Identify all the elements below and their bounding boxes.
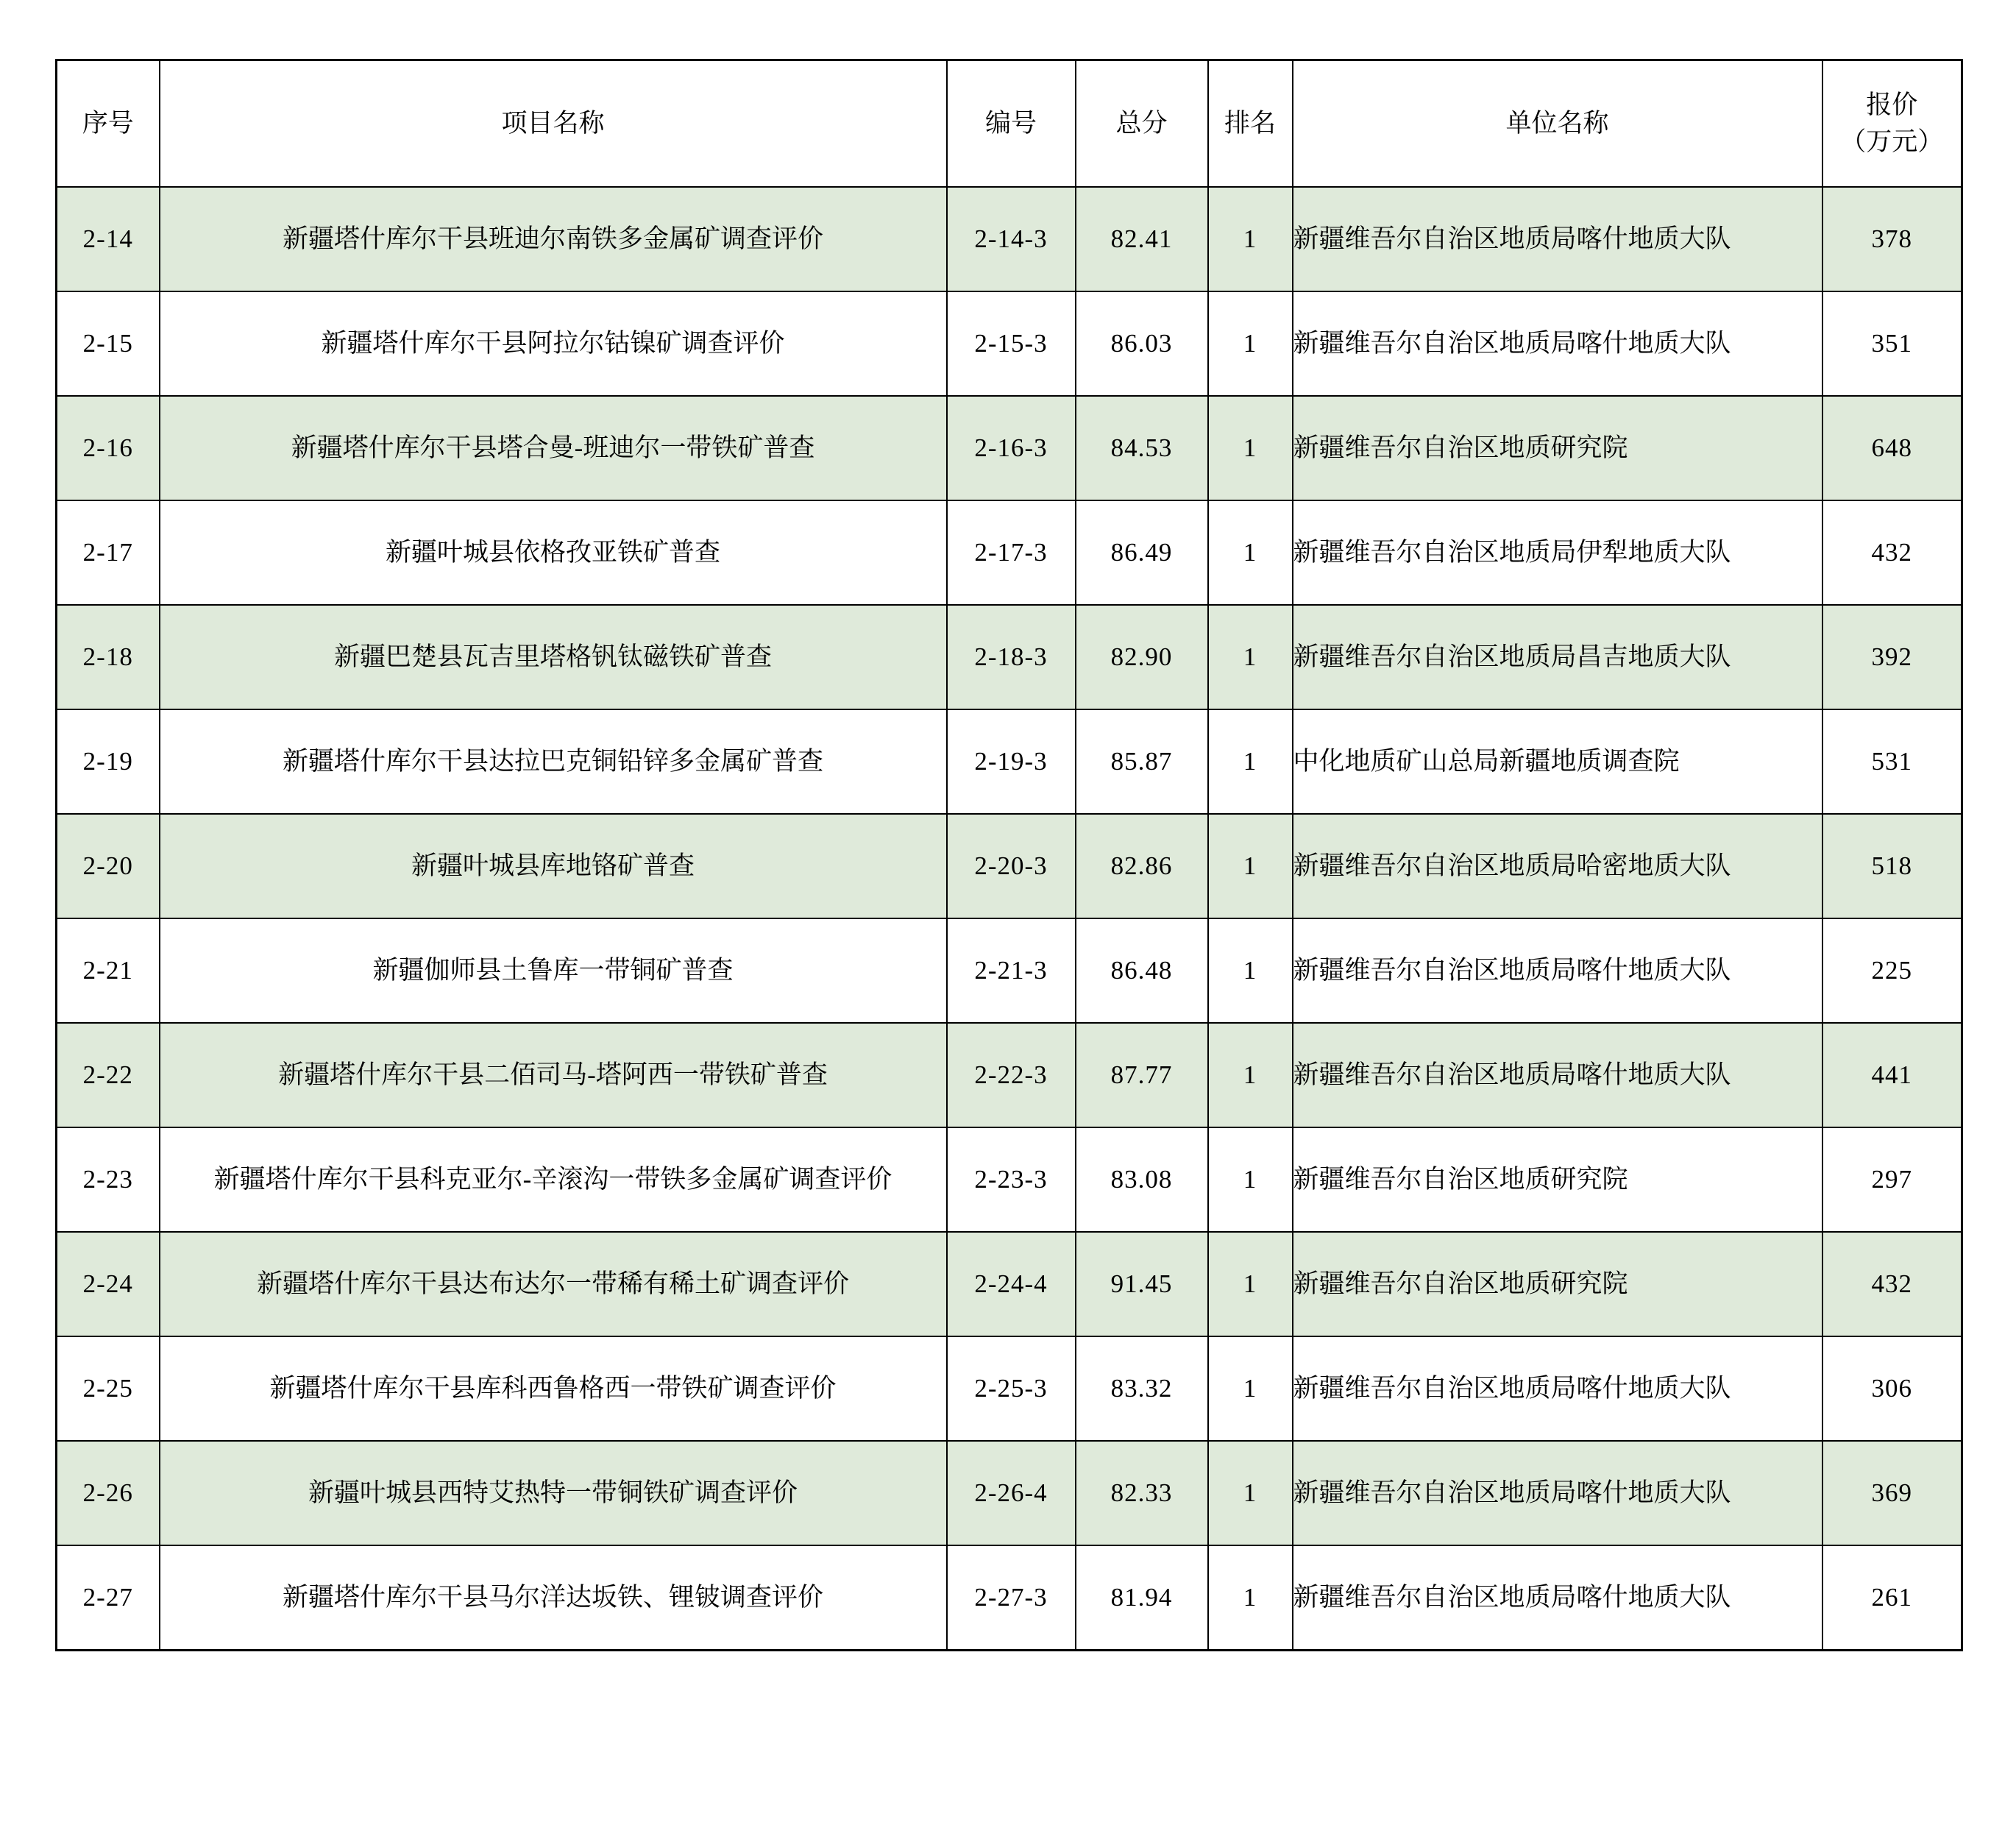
cell-rank: 1 bbox=[1208, 709, 1293, 814]
cell-code: 2-14-3 bbox=[947, 187, 1076, 291]
table-row bbox=[57, 500, 1962, 605]
cell-code: 2-19-3 bbox=[947, 709, 1076, 814]
cell-code: 2-24-4 bbox=[947, 1232, 1076, 1336]
cell-score: 87.77 bbox=[1076, 1023, 1208, 1127]
cell-seq: 2-20 bbox=[57, 814, 160, 918]
cell-unit-name: 新疆维吾尔自治区地质研究院 bbox=[1293, 396, 1822, 500]
cell-score: 82.90 bbox=[1076, 605, 1208, 709]
cell-score: 83.08 bbox=[1076, 1127, 1208, 1232]
table-row bbox=[57, 814, 1962, 918]
cell-code: 2-16-3 bbox=[947, 396, 1076, 500]
cell-price: 432 bbox=[1822, 500, 1962, 605]
cell-score: 82.33 bbox=[1076, 1441, 1208, 1545]
cell-price: 369 bbox=[1822, 1441, 1962, 1545]
table-row bbox=[57, 605, 1962, 709]
column-header-price bbox=[1822, 60, 1962, 188]
cell-seq: 2-22 bbox=[57, 1023, 160, 1127]
cell-project-name: 新疆塔什库尔干县库科西鲁格西一带铁矿调查评价 bbox=[160, 1336, 947, 1441]
cell-unit-name: 新疆维吾尔自治区地质局伊犁地质大队 bbox=[1293, 500, 1822, 605]
table-row bbox=[57, 1336, 1962, 1441]
cell-score: 86.03 bbox=[1076, 291, 1208, 396]
cell-unit-name: 新疆维吾尔自治区地质局喀什地质大队 bbox=[1293, 291, 1822, 396]
cell-seq: 2-14 bbox=[57, 187, 160, 291]
cell-unit-name: 新疆维吾尔自治区地质局喀什地质大队 bbox=[1293, 918, 1822, 1023]
table-row bbox=[57, 396, 1962, 500]
cell-code: 2-20-3 bbox=[947, 814, 1076, 918]
cell-price: 531 bbox=[1822, 709, 1962, 814]
cell-price: 297 bbox=[1822, 1127, 1962, 1232]
cell-code: 2-23-3 bbox=[947, 1127, 1076, 1232]
cell-project-name: 新疆巴楚县瓦吉里塔格钒钛磁铁矿普查 bbox=[160, 605, 947, 709]
cell-score: 85.87 bbox=[1076, 709, 1208, 814]
table-row bbox=[57, 291, 1962, 396]
cell-code: 2-17-3 bbox=[947, 500, 1076, 605]
cell-score: 86.48 bbox=[1076, 918, 1208, 1023]
cell-price: 378 bbox=[1822, 187, 1962, 291]
cell-project-name: 新疆塔什库尔干县阿拉尔钴镍矿调查评价 bbox=[160, 291, 947, 396]
cell-unit-name: 新疆维吾尔自治区地质局昌吉地质大队 bbox=[1293, 605, 1822, 709]
cell-score: 91.45 bbox=[1076, 1232, 1208, 1336]
table-header-row bbox=[57, 60, 1962, 188]
table-row bbox=[57, 1441, 1962, 1545]
cell-seq: 2-21 bbox=[57, 918, 160, 1023]
cell-seq: 2-16 bbox=[57, 396, 160, 500]
cell-unit-name: 中化地质矿山总局新疆地质调查院 bbox=[1293, 709, 1822, 814]
column-header-seq: 序号 bbox=[57, 60, 160, 188]
cell-rank: 1 bbox=[1208, 1127, 1293, 1232]
cell-unit-name: 新疆维吾尔自治区地质局喀什地质大队 bbox=[1293, 187, 1822, 291]
cell-code: 2-26-4 bbox=[947, 1441, 1076, 1545]
table-body bbox=[57, 187, 1962, 1650]
cell-project-name: 新疆塔什库尔干县二佰司马-塔阿西一带铁矿普查 bbox=[160, 1023, 947, 1127]
cell-price: 261 bbox=[1822, 1545, 1962, 1650]
cell-rank: 1 bbox=[1208, 1441, 1293, 1545]
cell-project-name: 新疆塔什库尔干县科克亚尔-辛滚沟一带铁多金属矿调查评价 bbox=[160, 1127, 947, 1232]
column-header-score: 总分 bbox=[1076, 60, 1208, 188]
column-header-unit-name: 单位名称 bbox=[1293, 60, 1822, 188]
cell-project-name: 新疆塔什库尔干县达拉巴克铜铅锌多金属矿普查 bbox=[160, 709, 947, 814]
cell-score: 83.32 bbox=[1076, 1336, 1208, 1441]
cell-price: 225 bbox=[1822, 918, 1962, 1023]
cell-unit-name: 新疆维吾尔自治区地质局哈密地质大队 bbox=[1293, 814, 1822, 918]
table-header bbox=[57, 60, 1962, 188]
cell-seq: 2-19 bbox=[57, 709, 160, 814]
cell-score: 81.94 bbox=[1076, 1545, 1208, 1650]
cell-price: 518 bbox=[1822, 814, 1962, 918]
cell-seq: 2-15 bbox=[57, 291, 160, 396]
table-row bbox=[57, 1232, 1962, 1336]
cell-project-name: 新疆伽师县土鲁库一带铜矿普查 bbox=[160, 918, 947, 1023]
cell-rank: 1 bbox=[1208, 918, 1293, 1023]
table-row bbox=[57, 1023, 1962, 1127]
cell-unit-name: 新疆维吾尔自治区地质研究院 bbox=[1293, 1232, 1822, 1336]
table-row bbox=[57, 918, 1962, 1023]
cell-rank: 1 bbox=[1208, 500, 1293, 605]
cell-seq: 2-26 bbox=[57, 1441, 160, 1545]
cell-rank: 1 bbox=[1208, 396, 1293, 500]
cell-code: 2-21-3 bbox=[947, 918, 1076, 1023]
cell-unit-name: 新疆维吾尔自治区地质局喀什地质大队 bbox=[1293, 1441, 1822, 1545]
cell-price: 648 bbox=[1822, 396, 1962, 500]
cell-unit-name: 新疆维吾尔自治区地质局喀什地质大队 bbox=[1293, 1336, 1822, 1441]
table-row bbox=[57, 709, 1962, 814]
cell-project-name: 新疆塔什库尔干县马尔洋达坂铁、锂铍调查评价 bbox=[160, 1545, 947, 1650]
cell-unit-name: 新疆维吾尔自治区地质研究院 bbox=[1293, 1127, 1822, 1232]
cell-project-name: 新疆塔什库尔干县班迪尔南铁多金属矿调查评价 bbox=[160, 187, 947, 291]
cell-seq: 2-25 bbox=[57, 1336, 160, 1441]
cell-code: 2-15-3 bbox=[947, 291, 1076, 396]
cell-rank: 1 bbox=[1208, 187, 1293, 291]
cell-score: 82.86 bbox=[1076, 814, 1208, 918]
cell-unit-name: 新疆维吾尔自治区地质局喀什地质大队 bbox=[1293, 1023, 1822, 1127]
cell-unit-name: 新疆维吾尔自治区地质局喀什地质大队 bbox=[1293, 1545, 1822, 1650]
table-row bbox=[57, 1545, 1962, 1650]
cell-rank: 1 bbox=[1208, 291, 1293, 396]
cell-code: 2-27-3 bbox=[947, 1545, 1076, 1650]
cell-rank: 1 bbox=[1208, 1336, 1293, 1441]
cell-project-name: 新疆叶城县库地铬矿普查 bbox=[160, 814, 947, 918]
cell-seq: 2-23 bbox=[57, 1127, 160, 1232]
cell-code: 2-18-3 bbox=[947, 605, 1076, 709]
column-header-price-line1: 报价 bbox=[1866, 91, 1918, 120]
cell-price: 432 bbox=[1822, 1232, 1962, 1336]
cell-score: 84.53 bbox=[1076, 396, 1208, 500]
cell-code: 2-22-3 bbox=[947, 1023, 1076, 1127]
cell-price: 392 bbox=[1822, 605, 1962, 709]
cell-seq: 2-24 bbox=[57, 1232, 160, 1336]
column-header-rank: 排名 bbox=[1208, 60, 1293, 188]
cell-rank: 1 bbox=[1208, 1545, 1293, 1650]
cell-project-name: 新疆叶城县西特艾热特一带铜铁矿调查评价 bbox=[160, 1441, 947, 1545]
cell-score: 86.49 bbox=[1076, 500, 1208, 605]
cell-price: 351 bbox=[1822, 291, 1962, 396]
cell-seq: 2-18 bbox=[57, 605, 160, 709]
cell-code: 2-25-3 bbox=[947, 1336, 1076, 1441]
cell-price: 441 bbox=[1822, 1023, 1962, 1127]
cell-rank: 1 bbox=[1208, 814, 1293, 918]
cell-seq: 2-27 bbox=[57, 1545, 160, 1650]
cell-rank: 1 bbox=[1208, 1023, 1293, 1127]
table-row bbox=[57, 1127, 1962, 1232]
cell-rank: 1 bbox=[1208, 1232, 1293, 1336]
cell-project-name: 新疆塔什库尔干县达布达尔一带稀有稀土矿调查评价 bbox=[160, 1232, 947, 1336]
bid-results-table bbox=[55, 59, 1963, 1651]
column-header-code: 编号 bbox=[947, 60, 1076, 188]
cell-project-name: 新疆叶城县依格孜亚铁矿普查 bbox=[160, 500, 947, 605]
table-row bbox=[57, 187, 1962, 291]
column-header-project-name: 项目名称 bbox=[160, 60, 947, 188]
cell-project-name: 新疆塔什库尔干县塔合曼-班迪尔一带铁矿普查 bbox=[160, 396, 947, 500]
cell-score: 82.41 bbox=[1076, 187, 1208, 291]
cell-price: 306 bbox=[1822, 1336, 1962, 1441]
cell-seq: 2-17 bbox=[57, 500, 160, 605]
cell-rank: 1 bbox=[1208, 605, 1293, 709]
column-header-price-line2: （万元） bbox=[1840, 127, 1944, 156]
